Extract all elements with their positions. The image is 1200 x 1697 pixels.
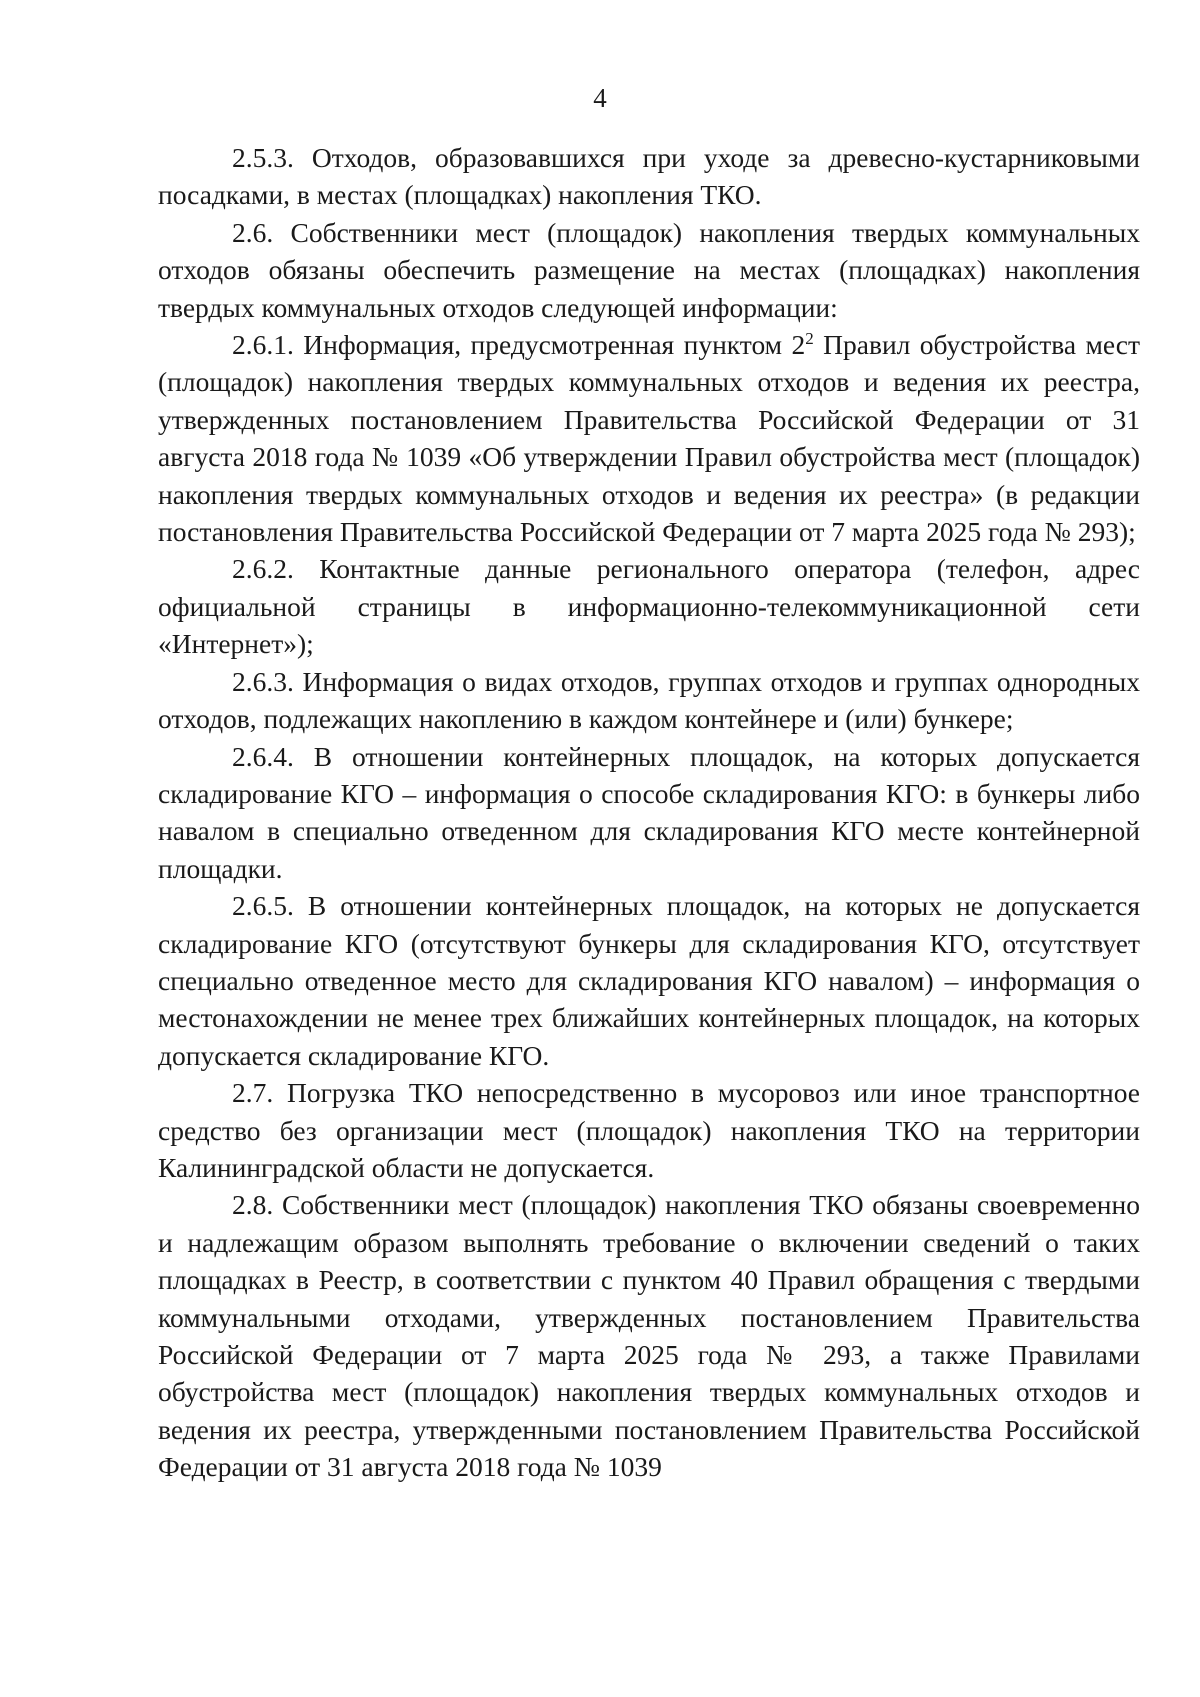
paragraph-2-5-3: 2.5.3. Отходов, образовавшихся при уходе за древесно-кустарниковыми посадками, в местах (площадках) накопления ТКО. bbox=[158, 142, 1140, 211]
paragraph-2-7: 2.7. Погрузка ТКО непосредственно в мусоровоз или иное транспортное средство без организации мест (площадок) накопления ТКО на территории Калининградской области не допускается. bbox=[158, 1077, 1140, 1183]
paragraph-2-6-4: 2.6.4. В отношении контейнерных площадок, на которых допускается складирование КГО – информация о способе складирования КГО: в бункеры либо навалом в специально отведенном для складирования КГО месте контейнерной площадки. bbox=[158, 740, 1140, 884]
paragraph-2-6-1 bbox=[158, 326, 1140, 550]
paragraph-2-6-1-text-before: 2.6.1. Информация, предусмотренная пунктом 2 bbox=[232, 329, 806, 361]
superscript-2: 2 bbox=[805, 329, 814, 349]
paragraph-2-6-2: 2.6.2. Контактные данные регионального оператора (телефон, адрес официальной страницы в информационно-телекоммуникационной сети «Интернет»); bbox=[158, 553, 1140, 660]
document-body bbox=[158, 139, 1140, 1486]
paragraph-2-6-5: 2.6.5. В отношении контейнерных площадок, на которых не допускается складирование КГО (отсутствуют бункеры для складирования КГО, отсутствует специально отведенное место для складирования КГО навалом) – информация о местонахождении не менее трех ближайших контейнерных площадок, на которых допускается складирование КГО. bbox=[158, 890, 1140, 1071]
paragraph-2-8: 2.8. Собственники мест (площадок) накопления ТКО обязаны своевременно и надлежащим образом выполнять требование о включении сведений о таких площадках в Реестр, в соответствии с пунктом 40 Правил обращения с твердыми коммунальными отходами, утвержденных постановлением Правительства Российской Федерации от 7 марта 2025 года № 293, а также Правилами обустройства мест (площадок) накопления твердых коммунальных отходов и ведения их реестра, утвержденными постановлением Правительства Российской Федерации от 31 августа 2018 года № 1039 bbox=[158, 1189, 1140, 1483]
page-number: 4 bbox=[593, 83, 607, 113]
paragraph-2-6: 2.6. Собственники мест (площадок) накопления твердых коммунальных отходов обязаны обеспечить размещение на местах (площадках) накопления твердых коммунальных отходов следующей информации: bbox=[158, 216, 1140, 323]
paragraph-2-6-3: 2.6.3. Информация о видах отходов, группах отходов и группах однородных отходов, подлежащих накоплению в каждом контейнере и (или) бункере; bbox=[158, 665, 1140, 735]
paragraph-2-6-1-text-after: Правил обустройства мест (площадок) накопления твердых коммунальных отходов и ведения их реестра, утвержденных постановлением Правительства Российской Федерации от 31 августа 2018 года № 1039 «Об утверждении Правил обустройства мест (площадок) накопления твердых коммунальных отходов и ведения их реестра» (в редакции постановления Правительства Российской Федерации от 7 марта 2025 года № 293); bbox=[158, 329, 1141, 548]
